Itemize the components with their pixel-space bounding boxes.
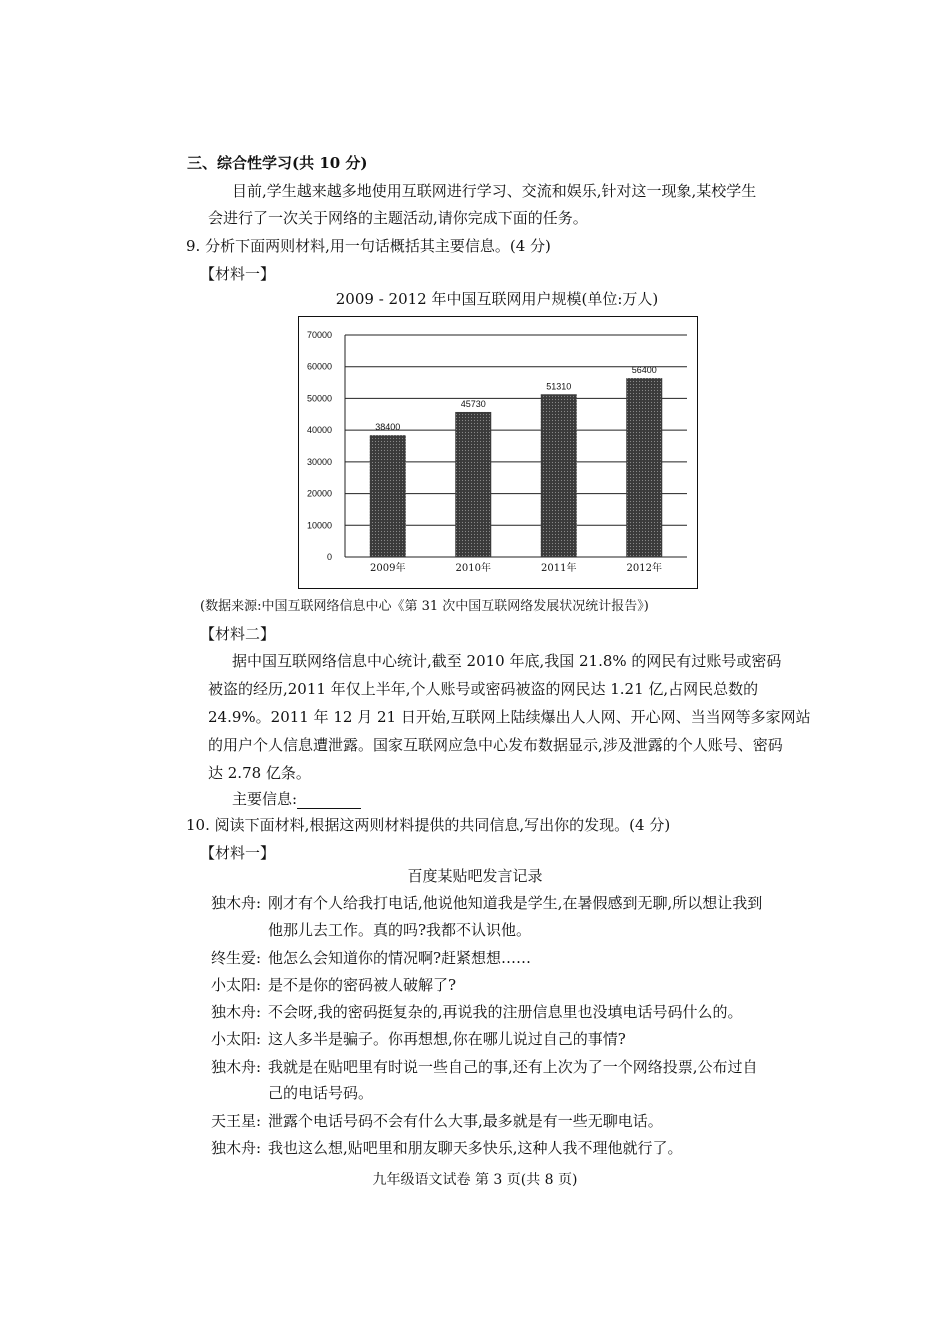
bar-value-label: 56400 — [631, 365, 657, 376]
bar-value-label: 45730 — [460, 398, 486, 409]
post-speaker: 独木舟: — [211, 1003, 262, 1021]
post-text: 泄露个电话号码不会有什么大事,最多就是有一些无聊电话。 — [268, 1112, 663, 1130]
y-tick-label: 70000 — [306, 330, 332, 340]
post-speaker: 独木舟: — [211, 1058, 262, 1076]
bar — [541, 394, 577, 557]
bar — [370, 435, 406, 557]
q9-material1-label: 【材料一】 — [200, 265, 276, 283]
material2-line: 的用户个人信息遭泄露。国家互联网应急中心发布数据显示,涉及泄露的个人账号、密码 — [208, 736, 783, 754]
post-text: 他怎么会知道你的情况啊?赶紧想想…… — [268, 949, 532, 967]
material2-line: 24.9%。2011 年 12 月 21 日开始,互联网上陆续爆出人人网、开心网、当当网等多家网站 — [208, 708, 811, 726]
answer-label: 主要信息: — [232, 790, 298, 808]
y-tick-label: 10000 — [306, 520, 332, 531]
post-text: 刚才有个人给我打电话,他说他知道我是学生,在暑假感到无聊,所以想让我到 — [268, 894, 763, 912]
y-tick-label: 0 — [326, 552, 332, 562]
post-speaker: 独木舟: — [211, 894, 262, 912]
y-tick-label: 20000 — [306, 488, 332, 499]
post-text: 我就是在贴吧里有时说一些自己的事,还有上次为了一个网络投票,公布过自 — [268, 1058, 758, 1076]
intro-line-1: 目前,学生越来越多地使用互联网进行学习、交流和娱乐,针对这一现象,某校学生 — [232, 182, 757, 200]
q9-prompt: 9. 分析下面两则材料,用一句话概括其主要信息。(4 分) — [186, 237, 551, 255]
material2-line: 被盗的经历,2011 年仅上半年,个人账号或密码被盗的网民达 1.21 亿,占网民总数的 — [208, 680, 759, 698]
bar-chart — [299, 317, 697, 588]
answer-blank[interactable] — [297, 792, 361, 809]
post-speaker: 小太阳: — [211, 1030, 262, 1048]
chart-title: 2009 - 2012 年中国互联网用户规模(单位:万人) — [335, 290, 659, 308]
bar — [455, 412, 491, 557]
material2-line: 达 2.78 亿条。 — [208, 764, 311, 782]
x-tick-label: 2011年 — [541, 563, 577, 574]
post-text: 不会呀,我的密码挺复杂的,再说我的注册信息里也没填电话号码什么的。 — [268, 1003, 743, 1021]
q10-prompt: 10. 阅读下面材料,根据这两则材料提供的共同信息,写出你的发现。(4 分) — [186, 816, 671, 834]
q10-material1-label: 【材料一】 — [200, 844, 276, 862]
y-tick-label: 40000 — [306, 425, 332, 436]
x-tick-label: 2009年 — [370, 563, 406, 574]
bar-value-label: 51310 — [546, 381, 572, 392]
y-tick-label: 30000 — [306, 456, 332, 467]
material2-line: 据中国互联网络信息中心统计,截至 2010 年底,我国 21.8% 的网民有过账号或密码 — [232, 652, 782, 670]
x-tick-label: 2012年 — [626, 563, 662, 574]
post-text: 己的电话号码。 — [268, 1084, 374, 1102]
post-text: 我也这么想,贴吧里和朋友聊天多快乐,这种人我不理他就行了。 — [268, 1139, 683, 1157]
q9-material2-label: 【材料二】 — [200, 625, 276, 643]
record-title: 百度某贴吧发言记录 — [407, 867, 543, 885]
post-speaker: 天王星: — [211, 1112, 262, 1130]
intro-line-2: 会进行了一次关于网络的主题活动,请你完成下面的任务。 — [208, 209, 588, 227]
post-text: 他那儿去工作。真的吗?我都不认识他。 — [268, 921, 532, 939]
post-text: 这人多半是骗子。你再想想,你在哪儿说过自己的事情? — [268, 1030, 626, 1048]
post-text: 是不是你的密码被人破解了? — [268, 976, 457, 994]
y-tick-label: 60000 — [306, 361, 332, 372]
post-speaker: 小太阳: — [211, 976, 262, 994]
post-speaker: 终生爱: — [211, 949, 262, 967]
page-footer: 九年级语文试卷 第 3 页(共 8 页) — [372, 1172, 578, 1188]
post-speaker: 独木舟: — [211, 1139, 262, 1157]
x-tick-label: 2010年 — [455, 563, 491, 574]
y-tick-label: 50000 — [306, 393, 332, 404]
chart-frame — [298, 316, 698, 589]
section-heading: 三、综合性学习(共 10 分) — [187, 154, 368, 172]
answer-row — [232, 789, 361, 809]
q9-source-note: (数据来源:中国互联网络信息中心《第 31 次中国互联网络发展状况统计报告》) — [200, 599, 649, 614]
bar-value-label: 38400 — [375, 422, 401, 433]
bar — [626, 378, 662, 557]
